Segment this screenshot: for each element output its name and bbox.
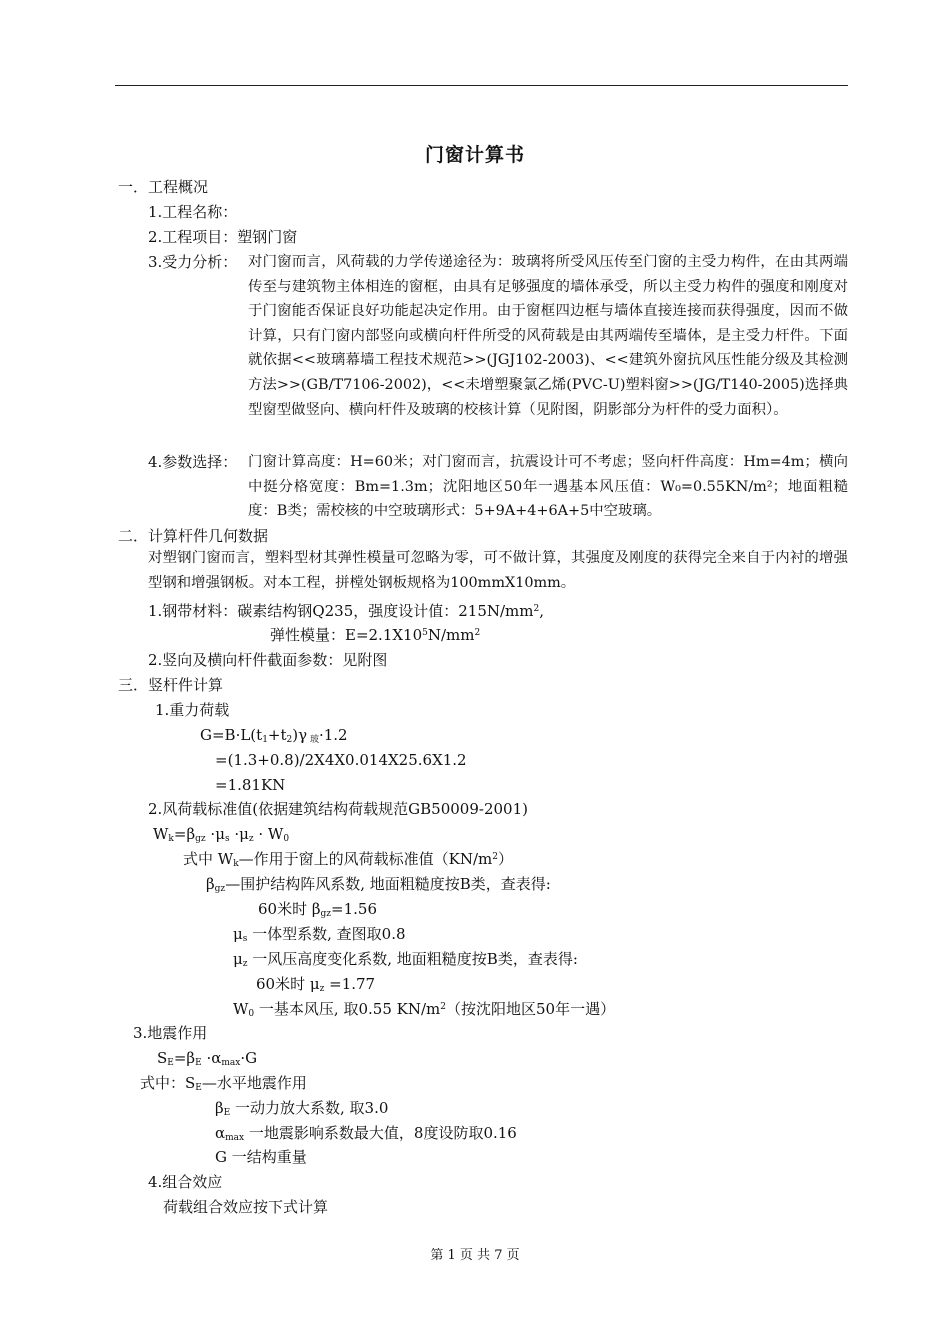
header-rule <box>115 85 848 86</box>
parameter-label: 4.参数选择： <box>148 453 238 471</box>
height-coefficient-value: 60米时 $\mu_z =1.77$ <box>256 975 376 994</box>
seismic-label: 3.地震作用 <box>133 1024 208 1042</box>
structure-weight-line: G 一结构重量 <box>215 1148 307 1166</box>
gust-coefficient-line: $\beta_{gz}—$围护结构阵风系数, 地面粗糙度按B类，查表得: <box>206 875 551 894</box>
section-heading-vertical: 三．竖杆件计算 <box>118 676 224 694</box>
height-coefficient-line: $\mu_z$ 一风压高度变化系数, 地面粗糙度按B类，查表得: <box>233 950 578 969</box>
section-params-line: 2.竖向及横向杆件截面参数：见附图 <box>148 651 388 669</box>
combination-label: 4.组合效应 <box>148 1173 223 1191</box>
project-name-line: 1.工程名称： <box>148 203 238 221</box>
force-analysis-text: 对门窗而言，风荷载的力学传递途径为：玻璃将所受风压传至门窗的主受力构件，在由其两端传至与建筑物主体相连的窗框，由具有足够强度的墙体承受，所以主受力构件的强度和刚度对于门窗能否保证良好功能起决定作用。由于窗框四边框与墙体直接连接而获得强度，因而不做计算，只有门窗内部竖向或横向杆件所受的风荷载是由其两端传至墙体，是主受力杆件。下面就依据<<玻璃幕墙工程技术规范>>(JGJ102-2003)、<<建筑外窗抗风压性能分级及其检测方法>>(GB/T7106-2002)，<<未增塑聚氯乙烯(PVC-U)塑料窗>>(JG/T140-2005)选择典型窗型做竖向、横向杆件及玻璃的校核计算（见附图，阴影部分为杆件的受力面积）。 <box>248 254 848 418</box>
elastic-modulus-line: 弹性模量：$E=2.1X10^5N/mm^2$ <box>270 626 481 644</box>
steel-material-line: 1.钢带材料：碳素结构钢Q235，强度设计值：$215N/mm^2$, <box>148 602 545 620</box>
section-heading-overview: 一．工程概况 <box>118 178 209 196</box>
section-heading-geometry: 二．计算杆件几何数据 <box>118 527 269 545</box>
document-title: 门窗计算书 <box>424 144 525 166</box>
gravity-substitution: =(1.3+0.8)/2X4X0.014X25.6X1.2 <box>215 751 467 769</box>
page-footer: 第 1 页 共 7 页 <box>430 1248 520 1263</box>
project-item-line: 2.工程项目：塑钢门窗 <box>148 228 298 246</box>
gravity-load-label: 1.重力荷载 <box>155 701 230 719</box>
shape-coefficient-line: $\mu_s$ 一体型系数, 查图取0.8 <box>233 925 406 944</box>
seismic-formula: $S_E=\beta_E \cdot\alpha_{max}\cdot G$ <box>157 1049 258 1068</box>
seismic-where: 式中：$S_E—$水平地震作用 <box>140 1074 307 1093</box>
wind-formula: $W_k=\beta_{gz} \cdot\mu_s \cdot\mu_z \cdot W_0$ <box>153 825 290 844</box>
gravity-formula: $G=B\cdot L(t_1+t_2)\gamma$ $_玻$·1.2 <box>200 726 348 745</box>
wind-load-label: 2.风荷载标准值(依据建筑结构荷载规范GB50009-2001) <box>148 800 528 818</box>
combination-text: 荷载组合效应按下式计算 <box>163 1198 329 1216</box>
basic-wind-pressure-line: $W_0$ 一基本风压, 取0.55 $KN/m^2$（按沈阳地区50年一遇） <box>233 1000 616 1019</box>
seismic-coefficient-line: $\alpha_{max}$ 一地震影响系数最大值，8度设防取0.16 <box>215 1124 517 1143</box>
dynamic-factor-line: $\beta_E$ 一动力放大系数, 取3.0 <box>215 1099 389 1118</box>
parameter-text: 门窗计算高度：H=60米；对门窗而言，抗震设计可不考虑；竖向杆件高度：Hm=4m；横向中挺分格宽度：Bm=1.3m；沈阳地区50年一遇基本风压值：W₀=0.55KN/m²；地面粗糙度：B类；需校核的中空玻璃形式：5+9A+4+6A+5中空玻璃。 <box>248 454 848 520</box>
gust-coefficient-value: 60米时 $\beta_{gz}=1.56$ <box>258 900 378 919</box>
force-analysis-label: 3.受力分析： <box>148 253 238 271</box>
geometry-intro: 对塑钢门窗而言，塑料型材其弹性模量可忽略为零，可不做计算，其强度及刚度的获得完全来自于内衬的增强型钢和增强钢板。对本工程，拼樘处钢板规格为100mmX10mm。 <box>148 550 848 591</box>
wind-where: 式中 $W_k—$作用于窗上的风荷载标准值$(KN/m^2)$ <box>183 850 514 869</box>
gravity-result: =1.81KN <box>215 776 286 794</box>
